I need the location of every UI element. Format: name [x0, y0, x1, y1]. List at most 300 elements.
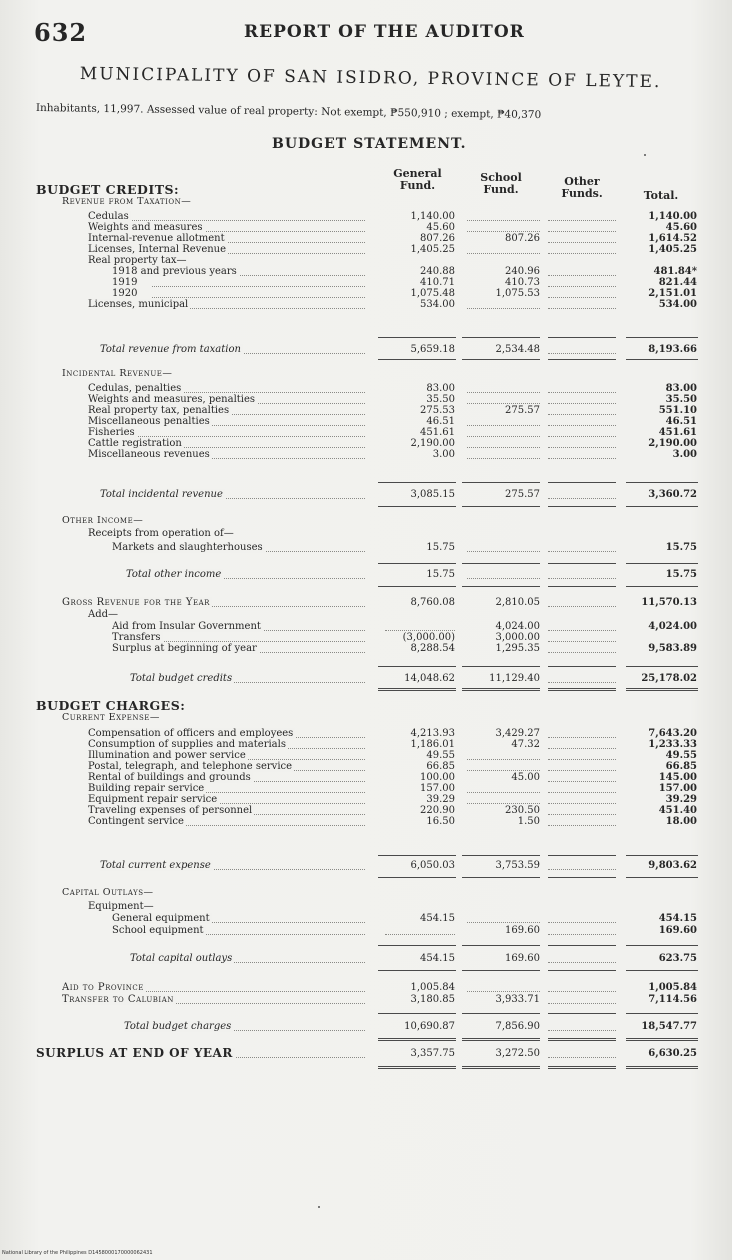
blank-entry-other	[548, 297, 616, 298]
value-total: 83.00	[665, 383, 697, 394]
value-total: 454.15	[658, 913, 697, 924]
value-total: 8,193.66	[648, 344, 697, 355]
value-total: 7,643.20	[648, 728, 697, 739]
value-general: 1,005.84	[410, 982, 455, 993]
value-total: 9,803.62	[648, 860, 697, 871]
value-general: 534.00	[420, 299, 455, 310]
budget-charges-heading: BUDGET CHARGES:	[36, 698, 186, 713]
rule	[548, 337, 616, 338]
table-row	[0, 299, 732, 310]
rule	[548, 666, 616, 667]
row-label: Miscellaneous revenues	[88, 449, 365, 460]
double-rule	[462, 1066, 540, 1069]
value-general: 35.50	[426, 394, 455, 405]
row-label: SURPLUS AT END OF YEAR	[36, 1048, 365, 1060]
double-rule	[462, 1038, 540, 1041]
value-general: 3,180.85	[410, 994, 455, 1005]
column-header-school	[462, 172, 540, 196]
value-total: 3.00	[672, 449, 697, 460]
table-row	[0, 816, 732, 827]
value-total: 623.75	[658, 953, 697, 964]
value-school: 47.32	[511, 739, 540, 750]
value-total: 4,024.00	[648, 621, 697, 632]
rule	[378, 359, 456, 360]
value-total: 169.60	[658, 925, 697, 936]
blank-entry-other	[548, 1003, 616, 1004]
double-rule	[548, 1066, 616, 1069]
row-label: Gross Revenue for the Year	[62, 597, 365, 608]
value-school: 275.57	[505, 489, 540, 500]
value-general: 157.00	[420, 783, 455, 794]
surplus-row	[0, 1048, 732, 1059]
budget-credits-heading: BUDGET CREDITS:	[36, 182, 180, 197]
blank-entry-other	[548, 578, 616, 579]
value-general: 46.51	[426, 416, 455, 427]
value-school: 2,534.48	[495, 344, 540, 355]
value-general: 1,405.25	[410, 244, 455, 255]
value-total: 145.00	[658, 772, 697, 783]
rule	[626, 563, 698, 564]
value-general: 807.26	[420, 233, 455, 244]
value-total: 11,570.13	[641, 597, 697, 608]
row-label: Total budget credits	[130, 673, 365, 684]
table-row	[0, 222, 732, 233]
row-label: Traveling expenses of personnel	[88, 805, 365, 816]
double-rule	[626, 1066, 698, 1069]
table-row	[0, 211, 732, 222]
rule	[626, 855, 698, 856]
rule	[462, 877, 540, 878]
value-general: 8,760.08	[410, 597, 455, 608]
value-general: (3,000.00)	[402, 632, 455, 643]
table-row	[0, 288, 732, 299]
table-row	[0, 233, 732, 244]
blank-entry-general	[385, 630, 455, 631]
blank-entry-other	[548, 414, 616, 415]
table-row	[0, 783, 732, 794]
value-school: 240.96	[505, 266, 540, 277]
value-school: 2,810.05	[495, 597, 540, 608]
rule	[548, 877, 616, 878]
value-total: 451.61	[658, 427, 697, 438]
table-row	[0, 772, 732, 783]
blank-entry-other	[548, 253, 616, 254]
blank-entry-other	[548, 220, 616, 221]
rule	[626, 506, 698, 507]
blank-entry-other	[548, 551, 616, 552]
table-row	[0, 728, 732, 739]
current-expense-subhead: Current Expense—	[62, 712, 160, 723]
value-general: 16.50	[426, 816, 455, 827]
row-label: Aid from Insular Government	[112, 621, 365, 632]
rule	[462, 563, 540, 564]
gross-revenue-row	[0, 597, 732, 608]
value-total: 821.44	[658, 277, 697, 288]
value-general: 3.00	[432, 449, 455, 460]
blank-entry-other	[548, 458, 616, 459]
rule	[548, 586, 616, 587]
value-general: 5,659.18	[410, 344, 455, 355]
blank-entry-other	[548, 869, 616, 870]
rule	[462, 359, 540, 360]
row-label: Cedulas	[88, 211, 365, 222]
value-general: 2,190.00	[410, 438, 455, 449]
blank-entry-other	[548, 498, 616, 499]
table-row	[0, 244, 732, 255]
row-label: 1919	[112, 277, 365, 288]
double-rule	[548, 1038, 616, 1041]
rule	[378, 666, 456, 667]
rule	[378, 855, 456, 856]
value-school: 11,129.40	[489, 673, 540, 684]
value-general: 451.61	[420, 427, 455, 438]
table-row	[0, 416, 732, 427]
rule	[626, 945, 698, 946]
row-label: Rental of buildings and grounds	[88, 772, 365, 783]
row-label: Real property tax—	[88, 255, 187, 266]
blank-entry-other	[548, 308, 616, 309]
blank-entry-other	[548, 682, 616, 683]
value-total: 534.00	[658, 299, 697, 310]
row-label: Total other income	[126, 569, 365, 580]
row-label: 1920	[112, 288, 365, 299]
statement-title: BUDGET STATEMENT.	[272, 136, 467, 152]
blank-entry-other	[548, 803, 616, 804]
blank-entry-school	[467, 231, 540, 232]
double-rule	[378, 688, 456, 691]
rule	[462, 666, 540, 667]
blank-entry-school	[467, 392, 540, 393]
blank-entry-other	[548, 922, 616, 923]
column-header-general-line2: Fund.	[399, 179, 436, 192]
value-school: 275.57	[505, 405, 540, 416]
incidental-revenue-subhead: Incidental Revenue—	[62, 368, 173, 379]
value-general: 49.55	[426, 750, 455, 761]
blank-entry-school	[467, 991, 540, 992]
blank-entry-school	[467, 770, 540, 771]
row-label: School equipment	[112, 925, 365, 936]
row-label: Transfer to Calubian	[62, 994, 365, 1005]
value-total: 1,405.25	[648, 244, 697, 255]
value-general: 6,050.03	[410, 860, 455, 871]
value-total: 2,190.00	[648, 438, 697, 449]
blank-entry-school	[467, 792, 540, 793]
value-total: 3,360.72	[648, 489, 697, 500]
blank-entry-school	[467, 922, 540, 923]
total-row	[0, 569, 732, 580]
value-total: 35.50	[665, 394, 697, 405]
value-school: 410.73	[505, 277, 540, 288]
value-general: 410.71	[420, 277, 455, 288]
value-total: 551.10	[658, 405, 697, 416]
blank-entry-school	[467, 308, 540, 309]
blank-entry-school	[467, 803, 540, 804]
value-general: 454.15	[420, 913, 455, 924]
blank-entry-school	[467, 253, 540, 254]
rule	[548, 482, 616, 483]
rule	[626, 586, 698, 587]
value-general: 4,213.93	[410, 728, 455, 739]
blank-entry-other	[548, 737, 616, 738]
blank-entry-school	[467, 578, 540, 579]
rule	[378, 563, 456, 564]
row-label: Consumption of supplies and materials	[88, 739, 365, 750]
value-total: 1,614.52	[648, 233, 697, 244]
double-rule	[626, 1038, 698, 1041]
blank-entry-other	[548, 825, 616, 826]
blank-entry-school	[467, 551, 540, 552]
value-total: 1,140.00	[648, 211, 697, 222]
value-school: 169.60	[505, 953, 540, 964]
value-total: 49.55	[665, 750, 697, 761]
blank-entry-other	[548, 934, 616, 935]
value-total: 451.40	[658, 805, 697, 816]
add-label: Add—	[88, 609, 119, 620]
rule	[462, 855, 540, 856]
blank-entry-other	[548, 436, 616, 437]
row-label: Equipment repair service	[88, 794, 365, 805]
value-school: 230.50	[505, 805, 540, 816]
rule	[626, 666, 698, 667]
rule	[462, 586, 540, 587]
table-row	[0, 405, 732, 416]
blank-entry-other	[548, 447, 616, 448]
double-rule	[462, 688, 540, 691]
table-row	[0, 925, 732, 936]
rule	[548, 359, 616, 360]
column-header-school-line1: School	[480, 171, 522, 184]
revenue-taxation-subhead: Revenue from Taxation—	[62, 196, 192, 207]
table-row	[0, 750, 732, 761]
rule	[378, 586, 456, 587]
blank-entry-other	[548, 652, 616, 653]
value-general: 66.85	[426, 761, 455, 772]
blank-entry-other	[548, 231, 616, 232]
rule	[626, 1013, 698, 1014]
blank-entry-other	[548, 770, 616, 771]
aid-to-province-row	[0, 982, 732, 993]
rule	[548, 506, 616, 507]
table-row	[0, 739, 732, 750]
value-school: 1,075.53	[495, 288, 540, 299]
row-label: Real property tax, penalties	[88, 405, 365, 416]
blank-entry-other	[548, 403, 616, 404]
value-general: 15.75	[426, 542, 455, 553]
row-label: Total incidental revenue	[100, 489, 365, 500]
value-school: 3,272.50	[495, 1048, 540, 1059]
value-school: 807.26	[505, 233, 540, 244]
blank-entry-other	[548, 606, 616, 607]
value-total: 1,233.33	[648, 739, 697, 750]
rule	[378, 337, 456, 338]
rule	[378, 1013, 456, 1014]
value-general: 1,186.01	[410, 739, 455, 750]
total-row	[0, 860, 732, 871]
value-general: 3,357.75	[410, 1048, 455, 1059]
value-school: 7,856.90	[495, 1021, 540, 1032]
double-rule	[548, 688, 616, 691]
table-row	[0, 266, 732, 277]
row-label: Fisheries	[88, 427, 365, 438]
value-total: 39.29	[665, 794, 697, 805]
row-label: Building repair service	[88, 783, 365, 794]
value-school: 1.50	[517, 816, 540, 827]
blank-entry-other	[548, 1057, 616, 1058]
value-general: 454.15	[420, 953, 455, 964]
value-total: 25,178.02	[641, 673, 697, 684]
table-row	[0, 632, 732, 643]
row-label: Total budget charges	[124, 1021, 365, 1032]
rule	[548, 563, 616, 564]
rule	[378, 877, 456, 878]
blank-entry-other	[548, 814, 616, 815]
value-general: 1,140.00	[410, 211, 455, 222]
double-rule	[378, 1066, 456, 1069]
rule	[462, 482, 540, 483]
value-general: 10,690.87	[404, 1021, 455, 1032]
row-label: 1918 and previous years	[112, 266, 365, 277]
column-header-total-line1: Total.	[643, 189, 679, 202]
table-row	[0, 643, 732, 654]
table-row	[0, 805, 732, 816]
rule	[626, 482, 698, 483]
ink-speck	[644, 154, 646, 156]
row-label: Internal-revenue allotment	[88, 233, 365, 244]
table-row	[0, 427, 732, 438]
column-header-other	[548, 176, 616, 200]
rule	[462, 506, 540, 507]
value-general: 15.75	[426, 569, 455, 580]
page-number: 632	[34, 18, 88, 47]
receipts-label: Receipts from operation of—	[88, 528, 234, 539]
value-school: 4,024.00	[495, 621, 540, 632]
rule	[462, 970, 540, 971]
row-label: General equipment	[112, 913, 365, 924]
blank-entry-other	[548, 1030, 616, 1031]
row-subheading	[0, 255, 732, 266]
blank-entry-other	[548, 792, 616, 793]
row-label: Postal, telegraph, and telephone service	[88, 761, 365, 772]
value-general: 240.88	[420, 266, 455, 277]
blank-entry-other	[548, 991, 616, 992]
value-general: 45.60	[426, 222, 455, 233]
value-total: 18,547.77	[641, 1021, 697, 1032]
value-school: 169.60	[505, 925, 540, 936]
value-school: 3,429.27	[495, 728, 540, 739]
table-row	[0, 913, 732, 924]
row-label: Cedulas, penalties	[88, 383, 365, 394]
blank-entry-other	[548, 392, 616, 393]
value-total: 481.84*	[653, 266, 697, 277]
other-income-subhead: Other Income—	[62, 515, 144, 526]
running-head: REPORT OF THE AUDITOR	[244, 22, 525, 42]
value-total: 2,151.01	[648, 288, 697, 299]
blank-entry-school	[467, 403, 540, 404]
table-row	[0, 438, 732, 449]
total-row	[0, 953, 732, 964]
capital-outlays-subhead: Capital Outlays—	[62, 887, 154, 898]
rule	[378, 482, 456, 483]
column-header-general-line1: General	[393, 167, 442, 180]
rule	[378, 970, 456, 971]
double-rule	[378, 1038, 456, 1041]
value-general: 275.53	[420, 405, 455, 416]
value-total: 45.60	[665, 222, 697, 233]
table-row	[0, 394, 732, 405]
table-row	[0, 383, 732, 394]
rule	[626, 970, 698, 971]
blank-entry-other	[548, 748, 616, 749]
table-row	[0, 761, 732, 772]
table-row	[0, 277, 732, 288]
value-general: 83.00	[426, 383, 455, 394]
rule	[548, 1013, 616, 1014]
transfer-row	[0, 994, 732, 1005]
row-label: Total revenue from taxation	[100, 344, 365, 355]
blank-entry-other	[548, 759, 616, 760]
blank-entry-other	[548, 286, 616, 287]
blank-entry-school	[467, 447, 540, 448]
rule	[626, 359, 698, 360]
row-label: Weights and measures, penalties	[88, 394, 365, 405]
blank-entry-other	[548, 630, 616, 631]
equipment-label: Equipment—	[88, 901, 154, 912]
row-label: Cattle registration	[88, 438, 365, 449]
column-header-school-line2: Fund.	[483, 183, 519, 196]
rule	[548, 855, 616, 856]
table-row	[0, 621, 732, 632]
value-total: 46.51	[665, 416, 697, 427]
row-label: Total capital outlays	[130, 953, 365, 964]
total-row	[0, 1021, 732, 1032]
double-rule	[626, 688, 698, 691]
table-row	[0, 794, 732, 805]
value-general: 3,085.15	[410, 489, 455, 500]
value-total: 6,630.25	[648, 1048, 697, 1059]
value-school: 1,295.35	[495, 643, 540, 654]
table-row	[0, 542, 732, 553]
blank-entry-other	[548, 275, 616, 276]
value-total: 9,583.89	[648, 643, 697, 654]
row-label: Surplus at beginning of year	[112, 643, 365, 654]
row-label: Illumination and power service	[88, 750, 365, 761]
blank-entry-other	[548, 242, 616, 243]
total-row	[0, 489, 732, 500]
blank-entry-school	[467, 425, 540, 426]
blank-entry-other	[548, 641, 616, 642]
municipality-title: MUNICIPALITY OF SAN ISIDRO, PROVINCE OF LEYTE.	[79, 64, 662, 93]
row-label: Miscellaneous penalties	[88, 416, 365, 427]
value-total: 15.75	[665, 542, 697, 553]
value-total: 157.00	[658, 783, 697, 794]
value-total: 66.85	[665, 761, 697, 772]
row-label: Transfers	[112, 632, 365, 643]
blank-entry-school	[467, 458, 540, 459]
value-school: 3,753.59	[495, 860, 540, 871]
row-label: Contingent service	[88, 816, 365, 827]
row-label: Compensation of officers and employees	[88, 728, 365, 739]
row-label: Licenses, municipal	[88, 299, 365, 310]
blank-entry-school	[467, 759, 540, 760]
rule	[548, 945, 616, 946]
value-general: 14,048.62	[404, 673, 455, 684]
footer-credit: National Library of the Philippines D1458000170000062431	[2, 1250, 153, 1256]
rule	[462, 1013, 540, 1014]
value-school: 3,933.71	[495, 994, 540, 1005]
column-header-other-line2: Funds.	[561, 187, 603, 200]
blank-entry-school	[467, 436, 540, 437]
ink-speck	[318, 1206, 320, 1208]
